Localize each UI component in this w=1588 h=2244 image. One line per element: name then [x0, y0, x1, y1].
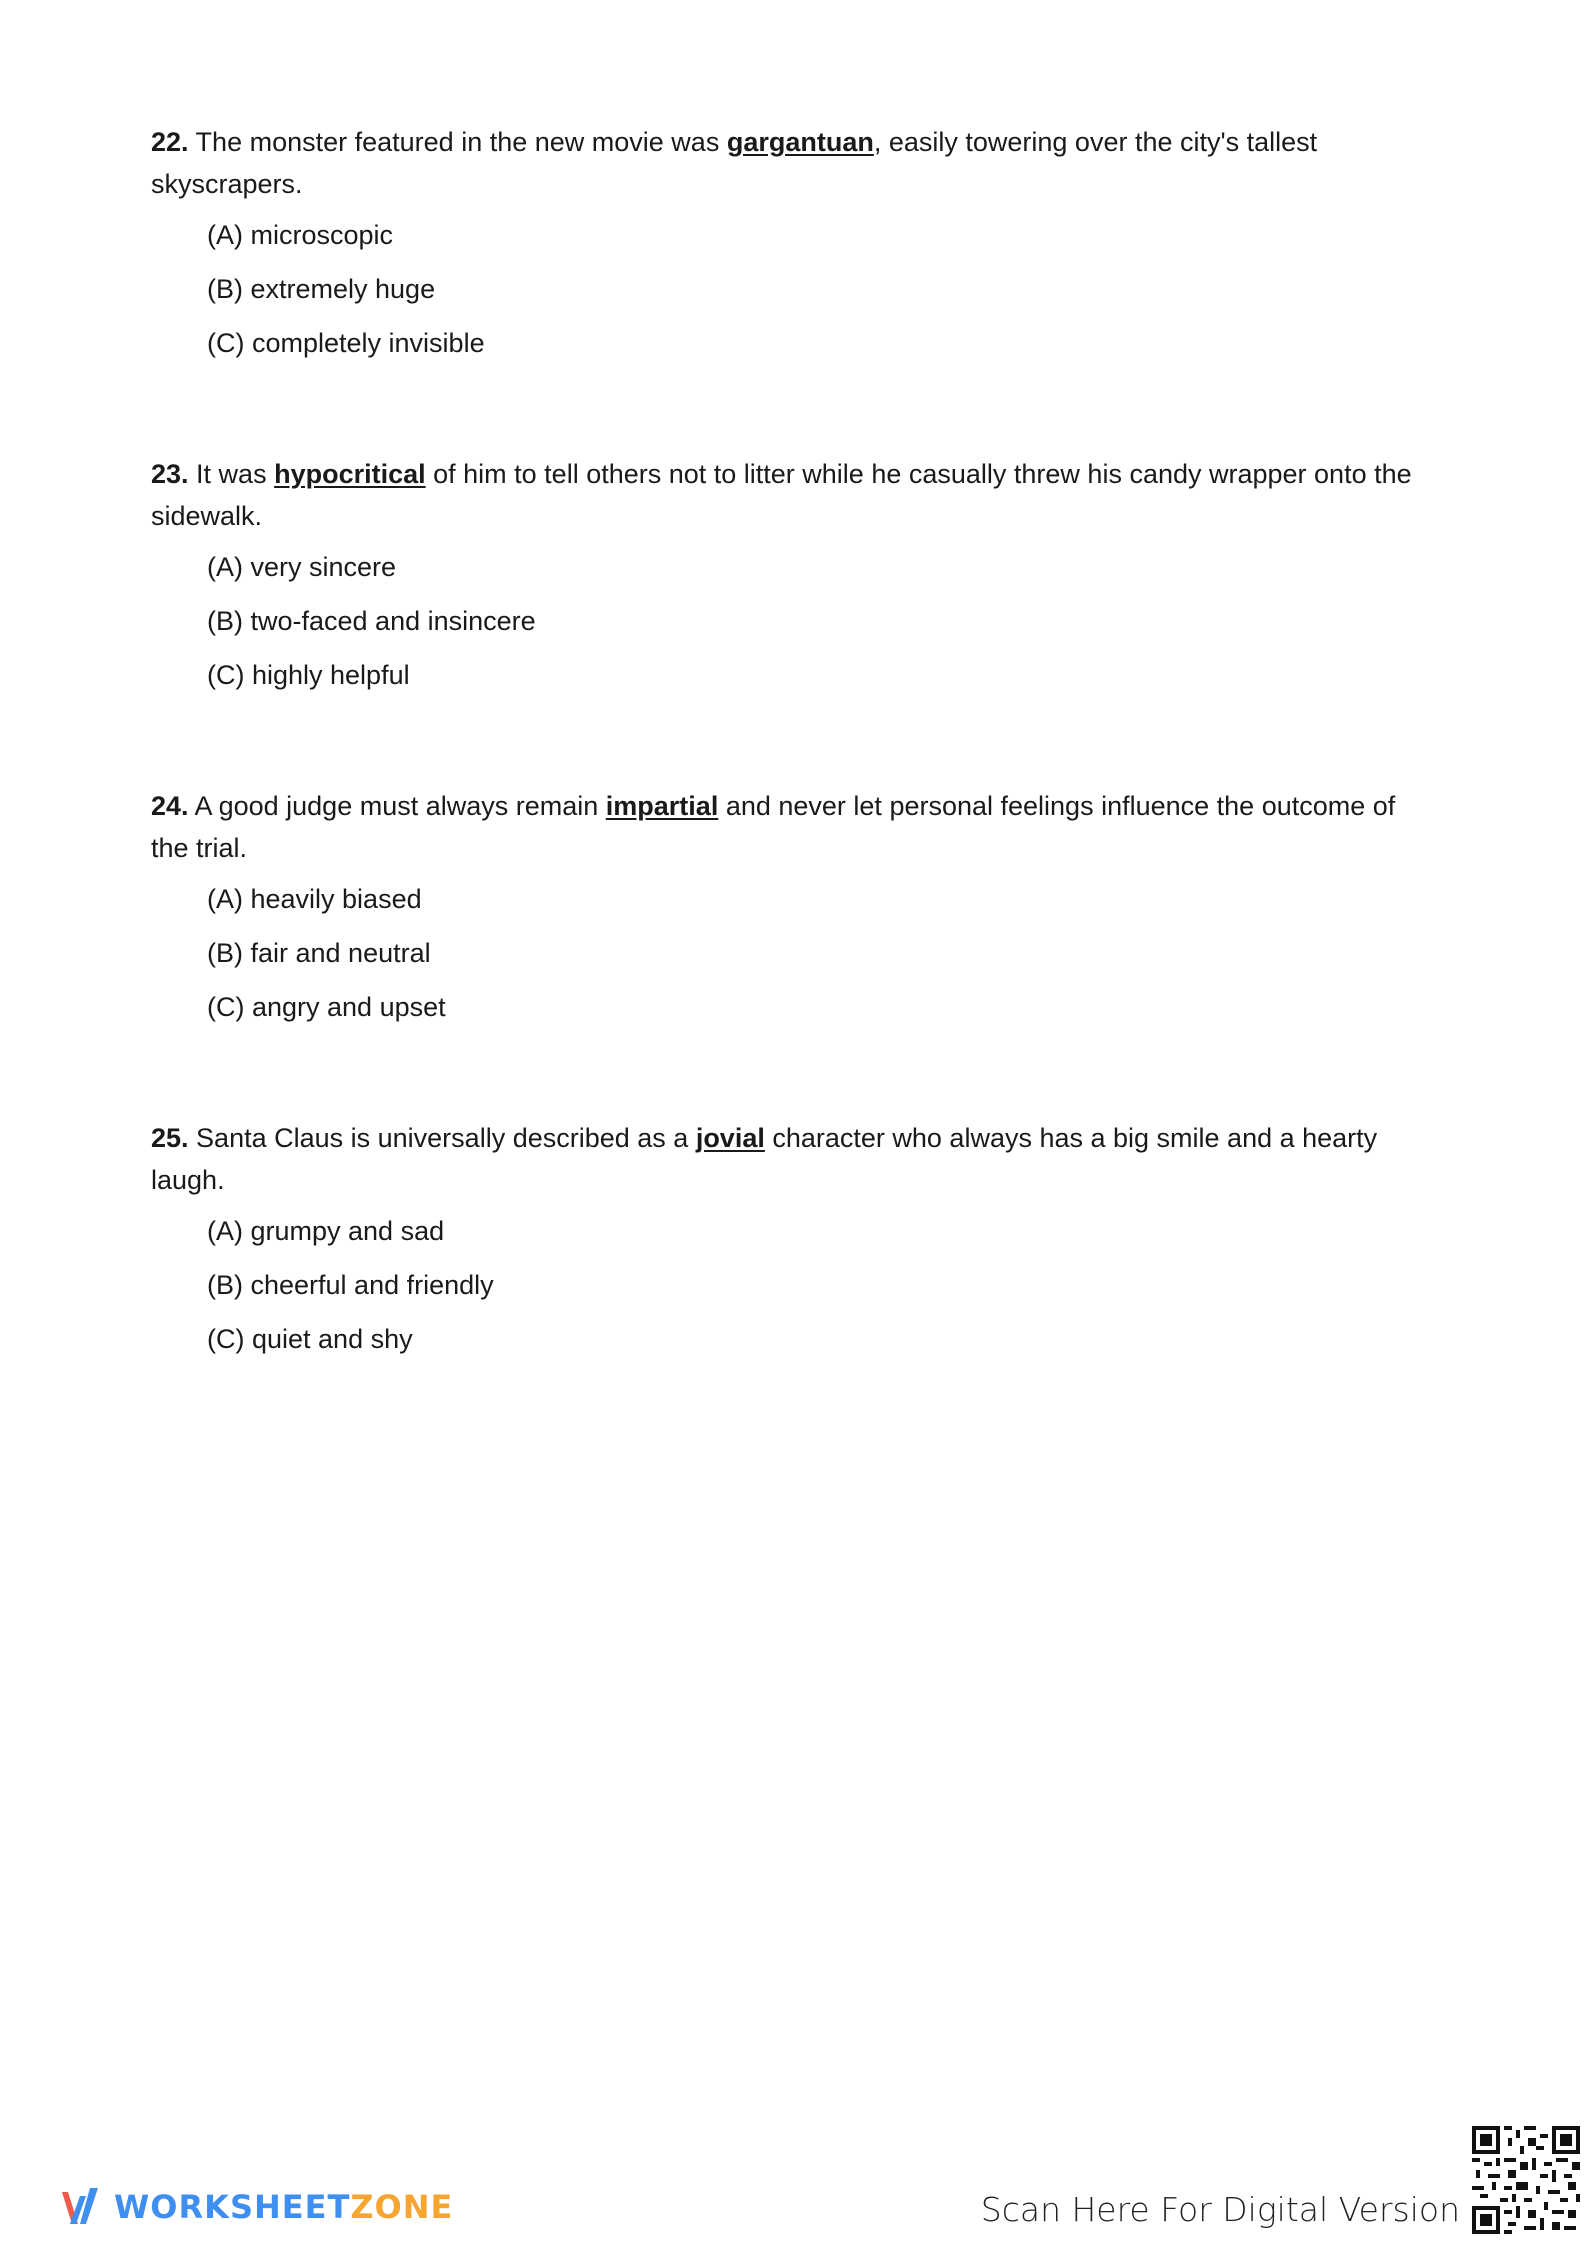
answer-options [207, 551, 1431, 691]
brand-name-part-1: WORKSHEET [114, 2188, 351, 2226]
brand-name-part-2: ZONE [350, 2188, 454, 2226]
vocab-keyword: jovial [695, 1123, 765, 1153]
question-number: 25. [151, 1123, 189, 1153]
option-c[interactable]: (C) quiet and shy [207, 1324, 413, 1354]
stem-text-after: character who always has a big smile and a hearty laugh. [151, 1123, 1378, 1195]
question-24 [151, 785, 1431, 1045]
worksheetzone-logo-icon [60, 2182, 100, 2232]
stem-text-after: , easily towering over the city's tallest skyscrapers. [151, 127, 1318, 199]
stem-text-after: of him to tell others not to litter while he casually threw his candy wrapper onto the sidewalk. [151, 459, 1412, 531]
option-c[interactable]: (C) angry and upset [207, 992, 446, 1022]
option-c[interactable]: (C) completely invisible [207, 328, 485, 358]
vocab-keyword: impartial [605, 791, 719, 821]
brand-name [114, 2188, 453, 2226]
option-b[interactable]: (B) cheerful and friendly [207, 1270, 494, 1300]
option-b[interactable]: (B) two-faced and insincere [207, 606, 536, 636]
stem-text-before: It was [188, 459, 275, 489]
stem-text-after: and never let personal feelings influence the outcome of the trial. [151, 791, 1396, 863]
question-number: 23. [151, 459, 189, 489]
qr-code-icon[interactable] [1472, 2126, 1580, 2234]
question-22 [151, 121, 1431, 381]
stem-text-before: A good judge must always remain [188, 791, 606, 821]
answer-options [207, 219, 1431, 359]
stem-text-before: Santa Claus is universally described as a [188, 1123, 696, 1153]
option-b[interactable]: (B) extremely huge [207, 274, 436, 304]
question-stem [151, 121, 1431, 205]
option-a[interactable]: (A) very sincere [207, 552, 397, 582]
scan-caption: Scan Here For Digital Version [980, 2190, 1460, 2229]
option-a[interactable]: (A) microscopic [207, 220, 394, 250]
answer-options [207, 883, 1431, 1023]
question-stem [151, 1117, 1431, 1201]
answer-options [207, 1215, 1431, 1355]
question-stem [151, 785, 1431, 869]
vocab-keyword: gargantuan [726, 127, 874, 157]
question-number: 24. [151, 791, 189, 821]
question-25 [151, 1117, 1431, 1377]
option-a[interactable]: (A) grumpy and sad [207, 1216, 445, 1246]
option-c[interactable]: (C) highly helpful [207, 660, 410, 690]
vocab-keyword: hypocritical [274, 459, 426, 489]
stem-text-before: The monster featured in the new movie was [188, 127, 727, 157]
question-number: 22. [151, 127, 189, 157]
worksheetzone-logo[interactable] [60, 2182, 453, 2232]
question-stem [151, 453, 1431, 537]
question-23 [151, 453, 1431, 713]
option-a[interactable]: (A) heavily biased [207, 884, 422, 914]
option-b[interactable]: (B) fair and neutral [207, 938, 431, 968]
